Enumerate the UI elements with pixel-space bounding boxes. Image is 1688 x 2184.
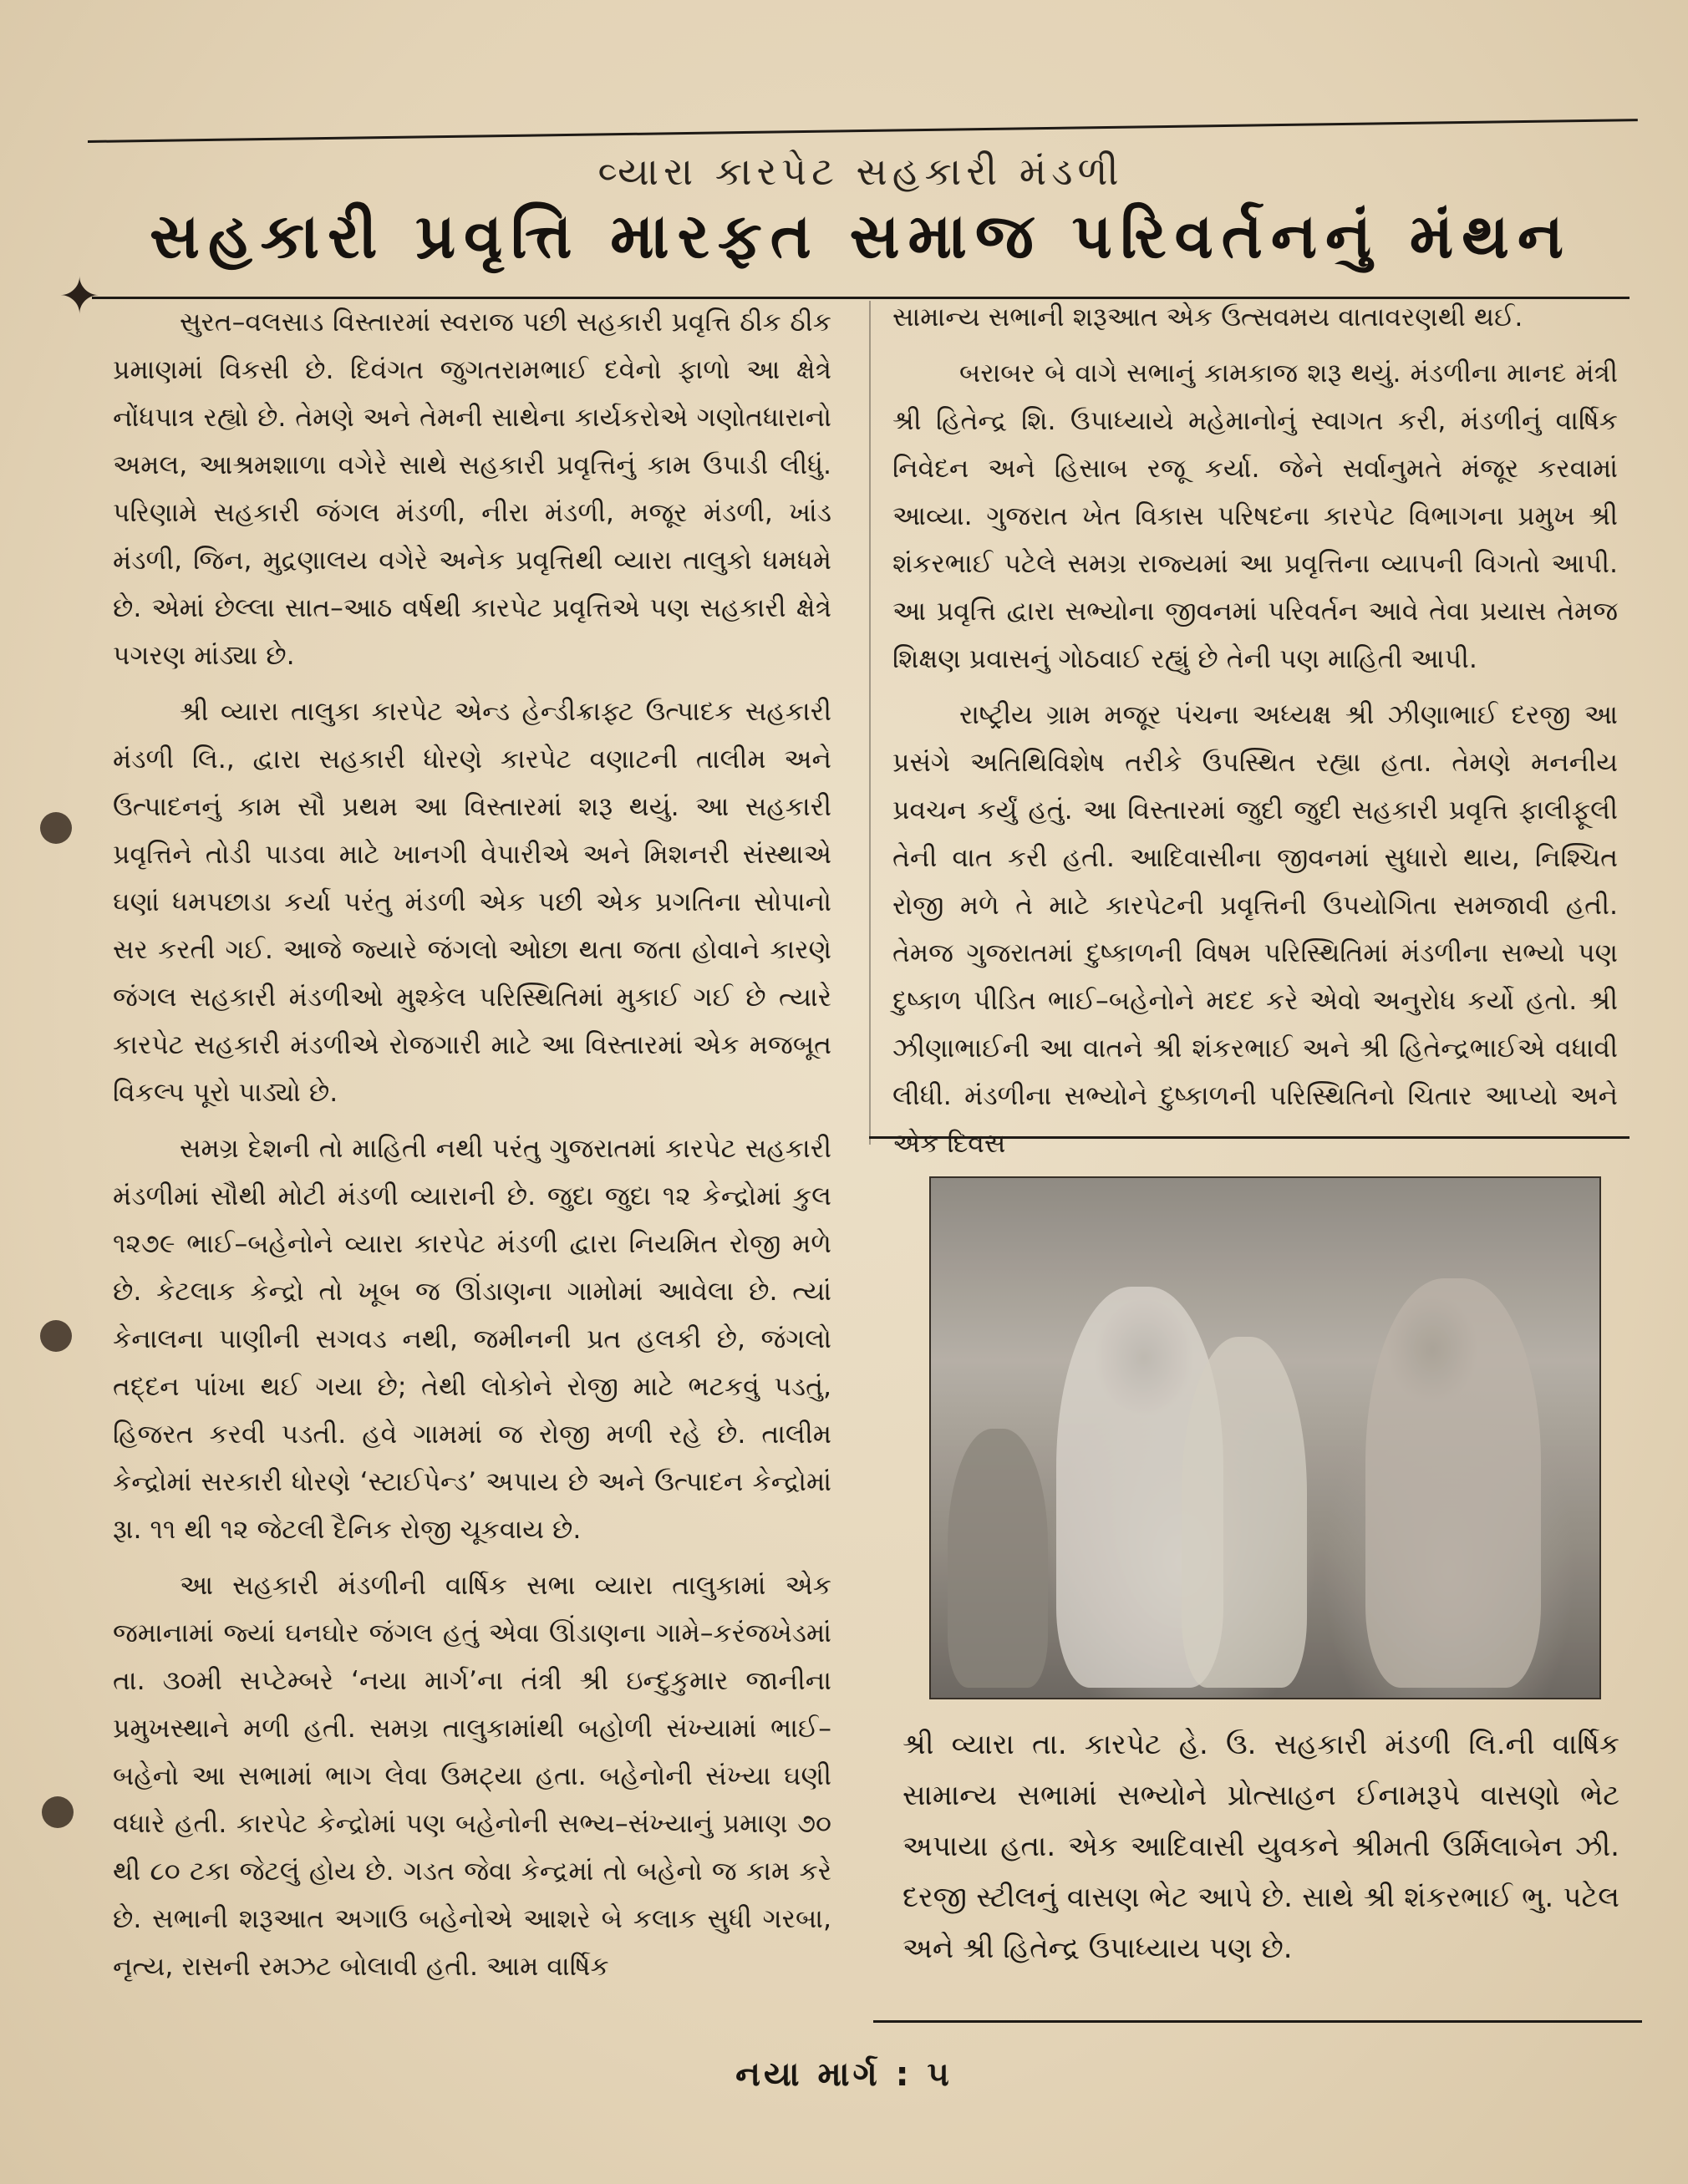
paragraph: સુરત–વલસાડ વિસ્તારમાં સ્વરાજ પછી સહકારી પ્રવૃત્તિ ઠીક ઠીક પ્રમાણમાં વિકસી છે. દિવંગત જુગતરામભાઈ દવેનો ફાળો આ ક્ષેત્રે નોંધપાત્ર રહ્યો છે. તેમણે અને તેમની સાથેના કાર્યકરોએ ગણોતધારાનો અમલ, આશ્રમશાળા વગેરે સાથે સહકારી પ્રવૃત્તિનું કામ ઉપાડી લીધું. પરિણામે સહકારી જંગલ મંડળી, નીરા મંડળી, મજૂર મંડળી, ખાંડ મંડળી, જિન, મુદ્રણાલય વગેરે અનેક પ્રવૃત્તિથી વ્યારા તાલુકો ધમધમે છે. એમાં છેલ્લા સાત–આઠ વર્ષથી કારપેટ પ્રવૃત્તિએ પણ સહકારી ક્ષેત્રે પગરણ માંડ્યા છે. [113,307,831,671]
right-column [892,294,1618,1176]
paragraph: શ્રી વ્યારા તાલુકા કારપેટ એન્ડ હેન્ડીક્રાફ્ટ ઉત્પાદક સહકારી મંડળી લિ., દ્વારા સહકારી ધોરણે કારપેટ વણાટની તાલીમ અને ઉત્પાદનનું કામ સૌ પ્રથમ આ વિસ્તારમાં શરૂ થયું. આ સહકારી પ્રવૃત્તિને તોડી પાડવા માટે ખાનગી વેપારીએ અને મિશનરી સંસ્થાએ ઘણાં ધમપછાડા કર્યા પરંતુ મંડળી એક પછી એક પ્રગતિના સોપાનો સર કરતી ગઈ. આજે જ્યારે જંગલો ઓછા થતા જતા હોવાને કારણે જંગલ સહકારી મંડળીઓ મુશ્કેલ પરિસ્થિતિમાં મુકાઈ ગઈ છે ત્યારે કારપેટ સહકારી મંડળીએ રોજગારી માટે આ વિસ્તારમાં એક મજબૂત વિકલ્પ પૂરો પાડ્યો છે. [113,697,831,1108]
binder-hole [40,1320,72,1352]
paragraph: સમગ્ર દેશની તો માહિતી નથી પરંતુ ગુજરાતમાં કારપેટ સહકારી મંડળીમાં સૌથી મોટી મંડળી વ્યારાની છે. જુદા જુદા ૧૨ કેન્દ્રોમાં કુલ ૧૨૭૯ ભાઈ–બહેનોને વ્યારા કારપેટ મંડળી દ્વારા નિયમિત રોજી મળે છે. કેટલાક કેન્દ્રો તો ખૂબ જ ઊંડાણના ગામોમાં આવેલા છે. ત્યાં કેનાલના પાણીની સગવડ નથી, જમીનની પ્રત હલકી છે, જંગલો તદ્દન પાંખા થઈ ગયા છે; તેથી લોકોને રોજી માટે ભટકવું પડતું, હિજરત કરવી પડતી. હવે ગામમાં જ રોજી મળી રહે છે. તાલીમ કેન્દ્રોમાં સરકારી ધોરણે ‘સ્ટાઈપેન્ડ’ અપાય છે અને ઉત્પાદન કેન્દ્રોમાં રૂા. ૧૧ થી ૧૨ જેટલી દૈનિક રોજી ચૂકવાય છે. [113,1134,831,1545]
column-divider [869,301,871,1145]
binder-hole [42,1796,74,1828]
binder-hole [40,812,72,844]
paragraph: બરાબર બે વાગે સભાનું કામકાજ શરૂ થયું. મંડળીના માનદ મંત્રી શ્રી હિતેન્દ્ર શિ. ઉપાધ્યાયે મહેમાનોનું સ્વાગત કરી, મંડળીનું વાર્ષિક નિવેદન અને હિસાબ રજૂ કર્યા. જેને સર્વાનુમતે મંજૂર કરવામાં આવ્યા. ગુજરાત ખેત વિકાસ પરિષદના કારપેટ વિભાગના પ્રમુખ શ્રી શંકરભાઈ પટેલે સમગ્ર રાજ્યમાં આ પ્રવૃત્તિના વ્યાપની વિગતો આપી. આ પ્રવૃત્તિ દ્વારા સભ્યોના જીવનમાં પરિવર્તન આવે તેવા પ્રયાસ તેમજ શિક્ષણ પ્રવાસનું ગોઠવાઈ રહ્યું છે તેની પણ માહિતી આપી. [892,358,1618,674]
paragraph: રાષ્ટ્રીય ગ્રામ મજૂર પંચના અધ્યક્ષ શ્રી ઝીણાભાઈ દરજી આ પ્રસંગે અતિથિવિશેષ તરીકે ઉપસ્થિત રહ્યા હતા. તેમણે મનનીય પ્રવચન કર્યું હતું. આ વિસ્તારમાં જુદી જુદી સહકારી પ્રવૃત્તિ ફાલીફૂલી તેની વાત કરી હતી. આદિવાસીના જીવનમાં સુધારો થાય, નિશ્ચિત રોજી મળે તે માટે કારપેટની પ્રવૃત્તિની ઉપયોગિતા સમજાવી હતી. તેમજ ગુજરાતમાં દુષ્કાળની વિષમ પરિસ્થિતિમાં મંડળીના સભ્યો પણ દુષ્કાળ પીડિત ભાઈ–બહેનોને મદદ કરે એવો અનુરોધ કર્યો હતો. શ્રી ઝીણાભાઈની આ વાતને શ્રી શંકરભાઈ અને શ્રી હિતેન્દ્રભાઈએ વધાવી લીધી. મંડળીના સભ્યોને દુષ્કાળની પરિસ્થિતિનો ચિતાર આપ્યો અને એક દિવસ [892,700,1618,1159]
caption-bottom-rule [873,2020,1642,2023]
paragraph: સામાન્ય સભાની શરૂઆત એક ઉત્સવમય વાતાવરણથી થઈ. [892,302,1523,333]
paragraph: આ સહકારી મંડળીની વાર્ષિક સભા વ્યારા તાલુકામાં એક જમાનામાં જ્યાં ઘનઘોર જંગલ હતું એવા ઊંડાણના ગામે–કરંજખેડમાં તા. ૩૦મી સપ્ટેમ્બરે ‘નયા માર્ગ’ના તંત્રી શ્રી ઇન્દુકુમાર જાનીના પ્રમુખસ્થાને મળી હતી. સમગ્ર તાલુકામાંથી બહોળી સંખ્યામાં ભાઈ–બહેનો આ સભામાં ભાગ લેવા ઉમટ્યા હતા. બહેનોની સંખ્યા ઘણી વધારે હતી. કારપેટ કેન્દ્રોમાં પણ બહેનોની સભ્ય–સંખ્યાનું પ્રમાણ ૭૦ થી ૮૦ ટકા જેટલું હોય છે. ગડત જેવા કેન્દ્રમાં તો બહેનો જ કામ કરે છે. સભાની શરૂઆત અગાઉ બહેનોએ આશરે બે કલાક સુધી ગરબા, નૃત્ય, રાસની રમઝટ બોલાવી હતી. આમ વાર્ષિક [113,1571,831,1982]
photo-caption: શ્રી વ્યારા તા. કારપેટ હે. ઉ. સહકારી મંડળી લિ.ની વાર્ષિક સામાન્ય સભામાં સભ્યોને પ્રોત્સાહન ઈનામરૂપે વાસણો ભેટ અપાયા હતા. એક આદિવાસી યુવકને શ્રીમતી ઉર્મિલાબેન ઝી. દરજી સ્ટીલનું વાસણ ભેટ આપે છે. સાથે શ્રી શંકરભાઈ ભુ. પટેલ અને શ્રી હિતેન્દ્ર ઉપાધ્યાય પણ છે. [902,1728,1619,1965]
photo-figure-right [1365,1278,1541,1688]
photo-figure-edge [948,1429,1048,1688]
photo-figure-center [1182,1337,1307,1688]
ornament-mark: ✦ [58,267,101,326]
halftone-photo [929,1176,1601,1699]
left-column [113,299,831,1999]
kicker: વ્યારા કારપેટ સહકારી મંડળી [597,149,1124,194]
headline: સહકારી પ્રવૃત્તિ મારફત સમાજ પરિવર્તનનું મંથન [150,201,1572,272]
page-footer: નયા માર્ગ : ૫ [735,2055,953,2094]
